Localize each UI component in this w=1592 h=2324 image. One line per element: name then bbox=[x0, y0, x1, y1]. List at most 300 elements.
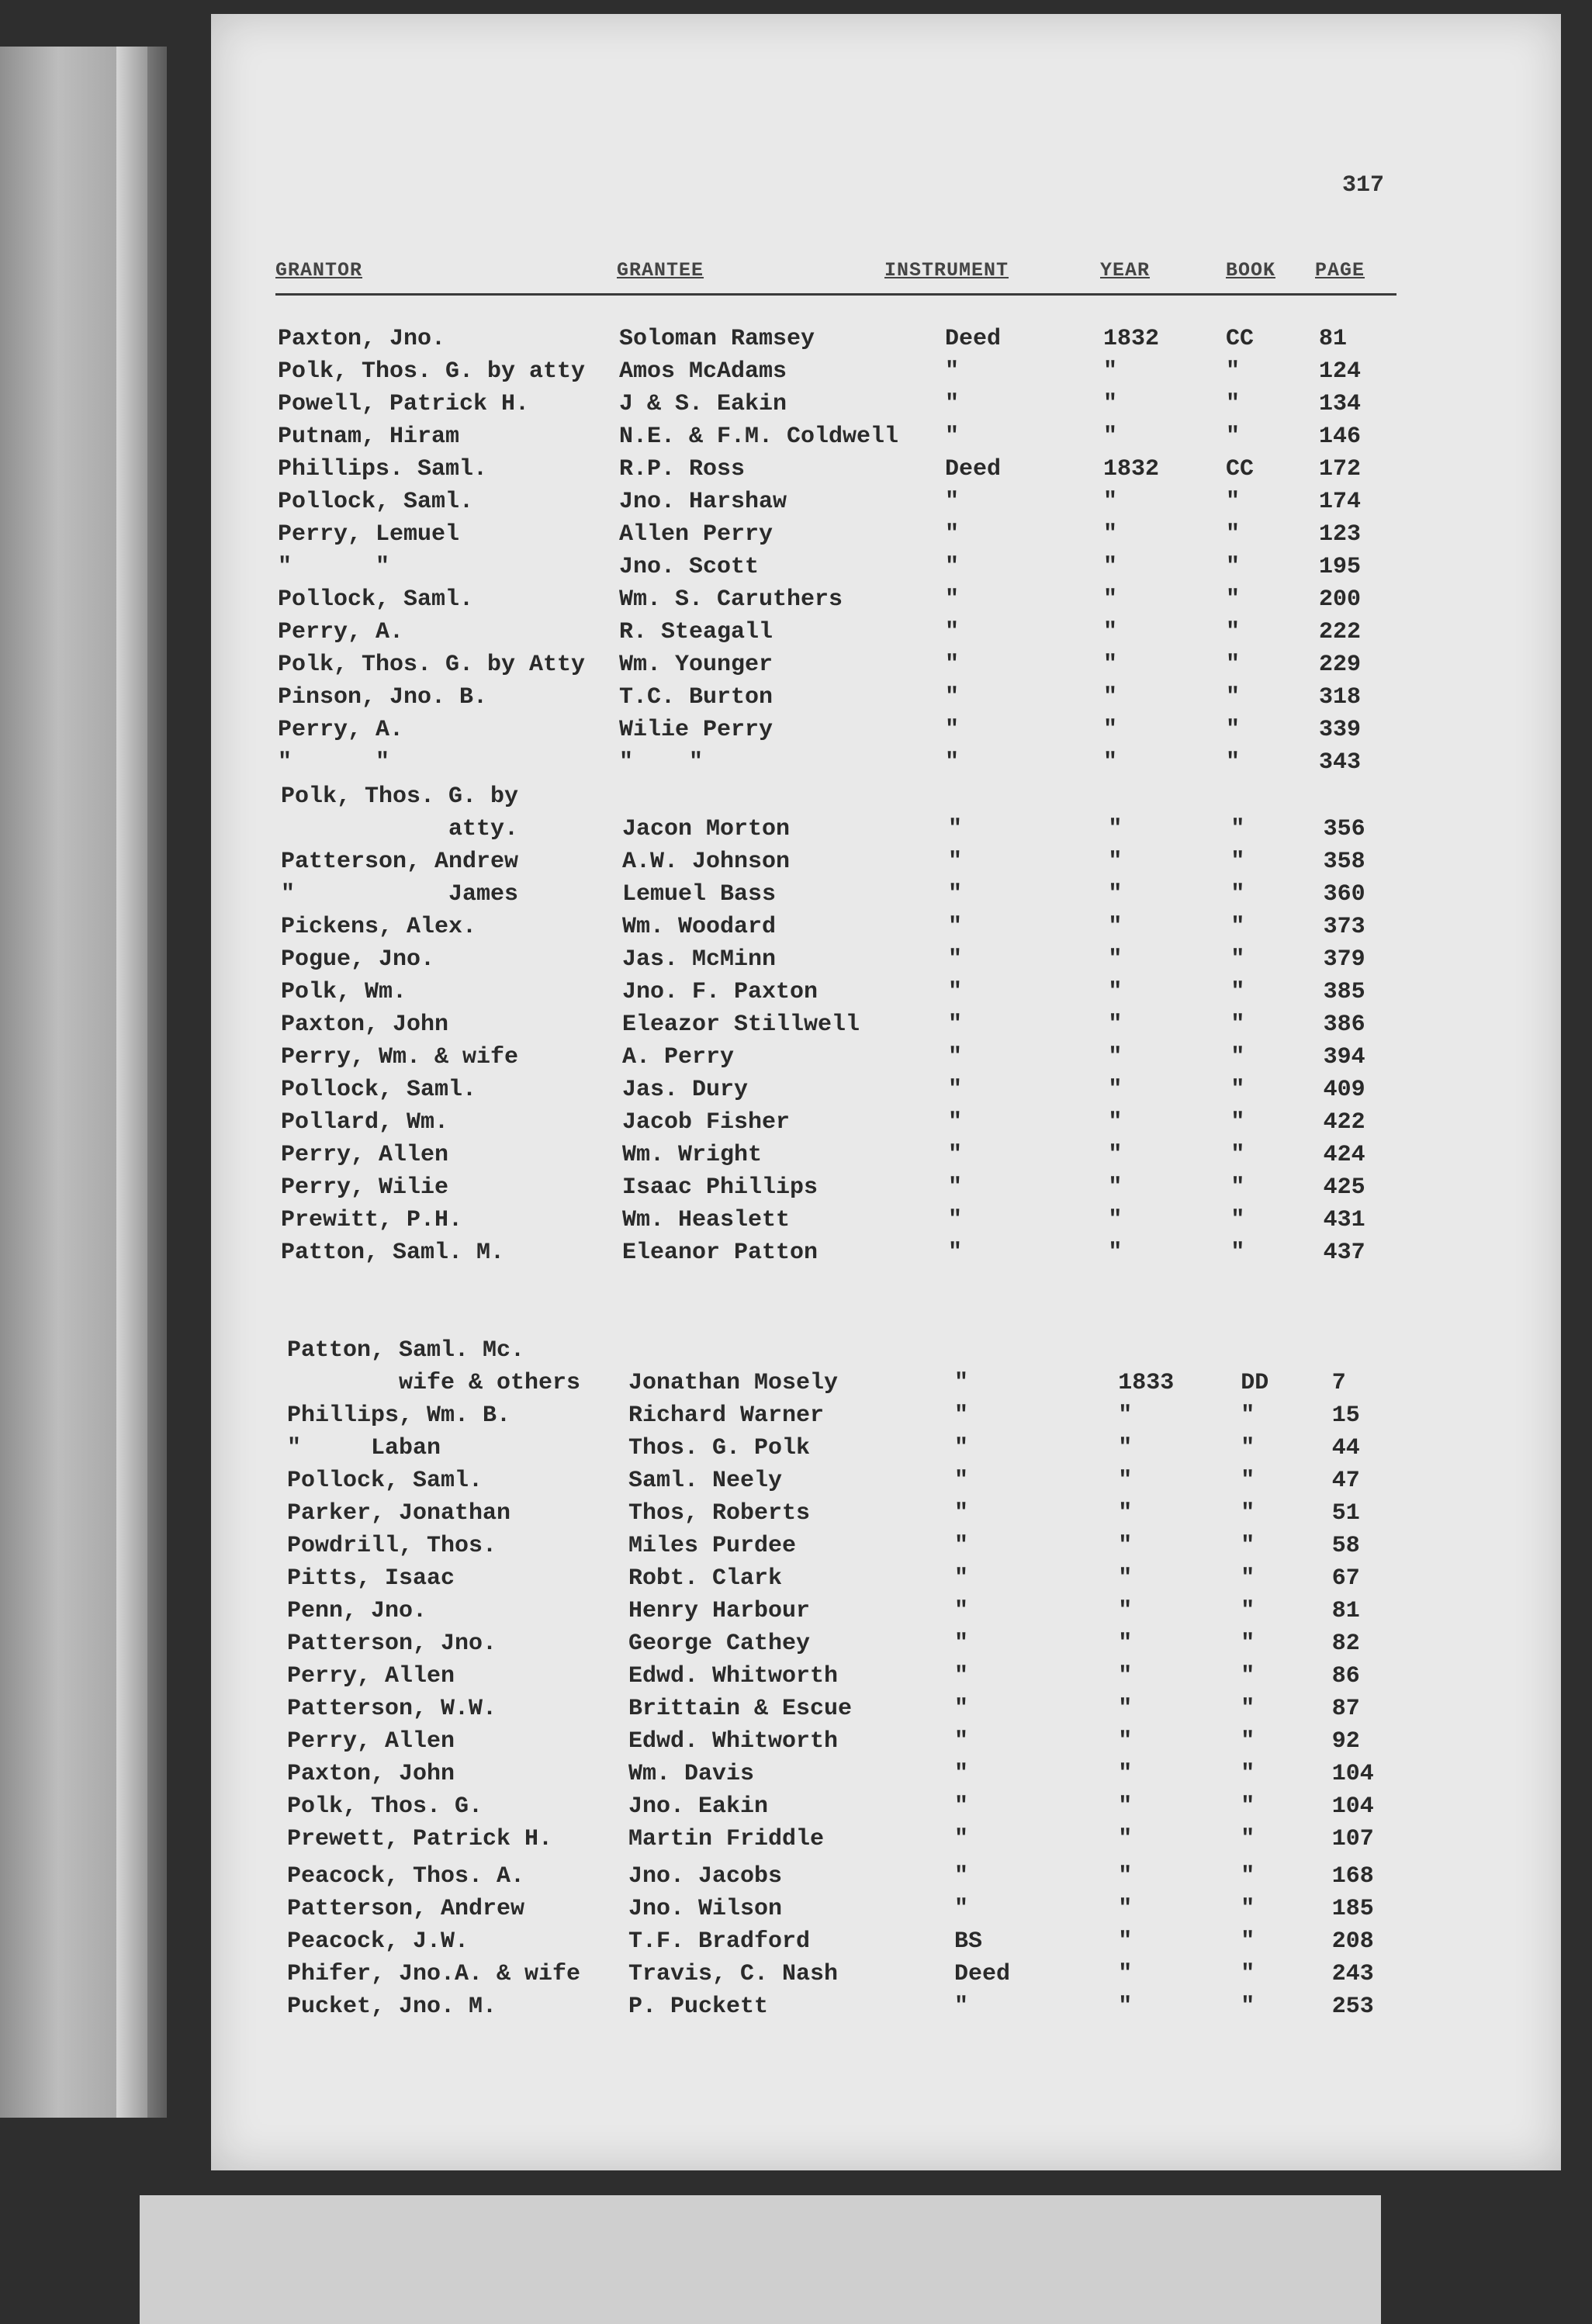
cell-grantor: " Laban bbox=[287, 1435, 441, 1461]
cell-grantor: Pollard, Wm. bbox=[281, 1109, 449, 1136]
table-row bbox=[0, 586, 1474, 619]
cell-page: 87 bbox=[1331, 1696, 1360, 1722]
cell-year: " bbox=[1103, 554, 1118, 580]
table-row bbox=[0, 1533, 1474, 1565]
cell-year: " bbox=[1118, 1402, 1133, 1429]
cell-page: 409 bbox=[1323, 1077, 1365, 1103]
cell-grantee: R.P. Ross bbox=[619, 456, 746, 482]
cell-instrument: " bbox=[954, 1370, 969, 1396]
cell-book: " bbox=[1230, 1174, 1245, 1201]
cell-book: " bbox=[1241, 1761, 1255, 1787]
cell-instrument: Deed bbox=[954, 1961, 1011, 1987]
cell-grantee: Jas. McMinn bbox=[622, 946, 777, 973]
cell-book: " bbox=[1230, 979, 1245, 1005]
cell-grantor: Patterson, Andrew bbox=[281, 849, 519, 875]
cell-grantee: J & S. Eakin bbox=[619, 391, 787, 417]
cell-year: " bbox=[1118, 1500, 1133, 1527]
cell-page: 208 bbox=[1331, 1928, 1374, 1955]
cell-instrument: " bbox=[945, 652, 960, 678]
cell-grantor: Pinson, Jno. B. bbox=[278, 684, 488, 711]
cell-grantee: R. Steagall bbox=[619, 619, 774, 645]
cell-instrument: " bbox=[948, 1109, 963, 1136]
cell-grantee: Robt. Clark bbox=[628, 1565, 783, 1592]
cell-page: 425 bbox=[1323, 1174, 1365, 1201]
cell-grantee: Jacon Morton bbox=[622, 816, 791, 842]
table-row bbox=[0, 1863, 1474, 1896]
cell-instrument: " bbox=[948, 1240, 963, 1266]
cell-grantee: A.W. Johnson bbox=[622, 849, 791, 875]
cell-grantor: Patterson, Jno. bbox=[287, 1631, 497, 1657]
cell-book: " bbox=[1241, 1793, 1255, 1820]
table-row bbox=[0, 1961, 1474, 1994]
cell-grantee: N.E. & F.M. Coldwell bbox=[619, 424, 899, 450]
cell-instrument: " bbox=[945, 619, 960, 645]
table-row bbox=[0, 1468, 1474, 1500]
cell-grantee: Wm. Heaslett bbox=[622, 1207, 791, 1233]
cell-year: " bbox=[1108, 946, 1123, 973]
cell-grantor: Perry, A. bbox=[278, 619, 404, 645]
cell-page: 92 bbox=[1331, 1728, 1360, 1755]
cell-book: " bbox=[1230, 1240, 1245, 1266]
cell-grantor: Pogue, Jno. bbox=[281, 946, 435, 973]
cell-year: " bbox=[1108, 1174, 1123, 1201]
cell-instrument: " bbox=[948, 914, 963, 940]
cell-page: 343 bbox=[1319, 749, 1362, 776]
table-row bbox=[0, 749, 1474, 782]
table-row bbox=[0, 849, 1474, 881]
cell-year: " bbox=[1108, 1012, 1123, 1038]
cell-instrument: " bbox=[954, 1896, 969, 1922]
cell-grantee: Edwd. Whitworth bbox=[628, 1728, 839, 1755]
cell-year: " bbox=[1118, 1631, 1133, 1657]
cell-grantee: Jno. Harshaw bbox=[619, 489, 787, 515]
table-row bbox=[0, 1174, 1474, 1207]
table-row bbox=[0, 1240, 1474, 1272]
cell-year: " bbox=[1118, 1961, 1133, 1987]
cell-grantee: Jno. Wilson bbox=[628, 1896, 783, 1922]
cell-grantee: Richard Warner bbox=[628, 1402, 825, 1429]
cell-grantor: " " bbox=[278, 554, 390, 580]
cell-grantor: wife & others bbox=[287, 1370, 581, 1396]
cell-year: " bbox=[1118, 1598, 1133, 1624]
cell-page: 124 bbox=[1319, 358, 1362, 385]
cell-page: 123 bbox=[1319, 521, 1362, 548]
cell-book: " bbox=[1241, 1896, 1255, 1922]
cell-page: 222 bbox=[1319, 619, 1362, 645]
table-row bbox=[0, 1077, 1474, 1109]
cell-book: " bbox=[1230, 1207, 1245, 1233]
cell-page: 318 bbox=[1319, 684, 1362, 711]
cell-page: 86 bbox=[1331, 1663, 1360, 1689]
cell-book: " bbox=[1226, 358, 1241, 385]
cell-grantor: Penn, Jno. bbox=[287, 1598, 427, 1624]
cell-grantor: Polk, Thos. G. by bbox=[281, 783, 519, 810]
cell-page: 174 bbox=[1319, 489, 1362, 515]
cell-year: " bbox=[1103, 652, 1118, 678]
cell-grantor: Pickens, Alex. bbox=[281, 914, 477, 940]
table-row bbox=[0, 1435, 1474, 1468]
cell-grantor: Putnam, Hiram bbox=[278, 424, 460, 450]
cell-year: " bbox=[1118, 1896, 1133, 1922]
cell-year: " bbox=[1108, 881, 1123, 908]
cell-year: " bbox=[1108, 1109, 1123, 1136]
cell-year: " bbox=[1118, 1696, 1133, 1722]
cell-grantee: Jno. Scott bbox=[619, 554, 760, 580]
cell-grantor: Perry, A. bbox=[278, 717, 404, 743]
cell-grantee: Thos. G. Polk bbox=[628, 1435, 811, 1461]
cell-page: 200 bbox=[1319, 586, 1362, 613]
table-row bbox=[0, 1728, 1474, 1761]
cell-grantee: Amos McAdams bbox=[619, 358, 787, 385]
cell-page: 386 bbox=[1323, 1012, 1365, 1038]
table-row bbox=[0, 1044, 1474, 1077]
cell-instrument: " bbox=[954, 1500, 969, 1527]
cell-year: " bbox=[1118, 1435, 1133, 1461]
table-row bbox=[0, 358, 1474, 391]
cell-grantor: Pollock, Saml. bbox=[278, 489, 474, 515]
table-row bbox=[0, 554, 1474, 586]
cell-instrument: " bbox=[945, 521, 960, 548]
cell-page: 356 bbox=[1323, 816, 1365, 842]
cell-grantee: Wilie Perry bbox=[619, 717, 774, 743]
cell-page: 172 bbox=[1319, 456, 1362, 482]
cell-instrument: " bbox=[954, 1863, 969, 1890]
cell-grantee: Saml. Neely bbox=[628, 1468, 783, 1494]
cell-book: " bbox=[1230, 881, 1245, 908]
cell-year: " bbox=[1103, 586, 1118, 613]
cell-grantor: Phillips. Saml. bbox=[278, 456, 488, 482]
cell-instrument: " bbox=[954, 1598, 969, 1624]
cell-grantee: A. Perry bbox=[622, 1044, 735, 1070]
cell-grantor: Pucket, Jno. M. bbox=[287, 1994, 497, 2020]
cell-instrument: " bbox=[954, 1761, 969, 1787]
cell-page: 58 bbox=[1331, 1533, 1360, 1559]
cell-grantee: Wm. S. Caruthers bbox=[619, 586, 843, 613]
cell-page: 107 bbox=[1331, 1826, 1374, 1852]
cell-instrument: " bbox=[948, 1207, 963, 1233]
cell-year: " bbox=[1118, 1728, 1133, 1755]
cell-book: " bbox=[1226, 586, 1241, 613]
cell-page: 168 bbox=[1331, 1863, 1374, 1890]
cell-page: 422 bbox=[1323, 1109, 1365, 1136]
table-row bbox=[0, 391, 1474, 424]
cell-page: 185 bbox=[1331, 1896, 1374, 1922]
cell-grantee: Jno. Eakin bbox=[628, 1793, 769, 1820]
cell-page: 47 bbox=[1331, 1468, 1360, 1494]
cell-instrument: " bbox=[954, 1631, 969, 1657]
cell-instrument: " bbox=[954, 1994, 969, 2020]
cell-grantee: Jno. F. Paxton bbox=[622, 979, 818, 1005]
cell-book: " bbox=[1230, 1142, 1245, 1168]
cell-book: " bbox=[1241, 1696, 1255, 1722]
cell-book: " bbox=[1241, 1728, 1255, 1755]
cell-year: " bbox=[1108, 849, 1123, 875]
cell-grantor: Powell, Patrick H. bbox=[278, 391, 530, 417]
cell-year: " bbox=[1103, 684, 1118, 711]
cell-book: " bbox=[1241, 1468, 1255, 1494]
cell-book: DD bbox=[1241, 1370, 1269, 1396]
cell-book: " bbox=[1241, 1500, 1255, 1527]
cell-book: " bbox=[1226, 489, 1241, 515]
cell-year: 1832 bbox=[1103, 326, 1160, 352]
cell-book: " bbox=[1230, 816, 1245, 842]
cell-book: " bbox=[1226, 391, 1241, 417]
cell-grantee: Wm. Wright bbox=[622, 1142, 763, 1168]
cell-grantor: Polk, Wm. bbox=[281, 979, 407, 1005]
cell-book: " bbox=[1241, 1402, 1255, 1429]
cell-year: " bbox=[1103, 749, 1118, 776]
cell-instrument: " bbox=[948, 1174, 963, 1201]
cell-year: " bbox=[1118, 1928, 1133, 1955]
table-row bbox=[0, 1826, 1474, 1859]
cell-instrument: " bbox=[954, 1533, 969, 1559]
cell-instrument: " bbox=[954, 1696, 969, 1722]
table-row bbox=[0, 946, 1474, 979]
cell-page: 67 bbox=[1331, 1565, 1360, 1592]
cell-book: " bbox=[1226, 749, 1241, 776]
cell-year: " bbox=[1103, 521, 1118, 548]
cell-year: " bbox=[1108, 816, 1123, 842]
cell-grantee: Lemuel Bass bbox=[622, 881, 777, 908]
cell-page: 379 bbox=[1323, 946, 1365, 973]
cell-grantee: Miles Purdee bbox=[628, 1533, 797, 1559]
cell-page: 51 bbox=[1331, 1500, 1360, 1527]
cell-grantor: " James bbox=[281, 881, 519, 908]
cell-year: " bbox=[1118, 1663, 1133, 1689]
cell-page: 104 bbox=[1331, 1793, 1374, 1820]
cell-grantor: Pollock, Saml. bbox=[278, 586, 474, 613]
table-row bbox=[0, 1370, 1474, 1402]
cell-grantor: " " bbox=[278, 749, 390, 776]
cell-instrument: Deed bbox=[945, 326, 1002, 352]
cell-year: " bbox=[1103, 489, 1118, 515]
cell-year: " bbox=[1118, 1826, 1133, 1852]
cell-grantor: Perry, Allen bbox=[287, 1663, 455, 1689]
cell-grantee: Thos, Roberts bbox=[628, 1500, 811, 1527]
cell-instrument: " bbox=[945, 358, 960, 385]
cell-book: " bbox=[1230, 946, 1245, 973]
cell-grantee: T.F. Bradford bbox=[628, 1928, 811, 1955]
cell-grantor: Perry, Wm. & wife bbox=[281, 1044, 519, 1070]
cell-book: " bbox=[1230, 849, 1245, 875]
cell-year: " bbox=[1108, 1240, 1123, 1266]
cell-grantor: Phillips, Wm. B. bbox=[287, 1402, 511, 1429]
cell-page: 229 bbox=[1319, 652, 1362, 678]
cell-instrument: " bbox=[954, 1402, 969, 1429]
cell-grantee: George Cathey bbox=[628, 1631, 811, 1657]
cell-year: " bbox=[1118, 1468, 1133, 1494]
cell-grantor: Patton, Saml. Mc. bbox=[287, 1337, 525, 1364]
cell-book: " bbox=[1241, 1598, 1255, 1624]
cell-book: " bbox=[1241, 1533, 1255, 1559]
cell-grantor: Phifer, Jno.A. & wife bbox=[287, 1961, 581, 1987]
cell-instrument: " bbox=[954, 1826, 969, 1852]
cell-year: " bbox=[1103, 717, 1118, 743]
cell-grantor: Paxton, John bbox=[281, 1012, 449, 1038]
table-row bbox=[0, 424, 1474, 456]
table-row bbox=[0, 521, 1474, 554]
table-row bbox=[0, 1402, 1474, 1435]
cell-page: 339 bbox=[1319, 717, 1362, 743]
cell-instrument: " bbox=[954, 1663, 969, 1689]
table-row bbox=[0, 489, 1474, 521]
table-row bbox=[0, 1928, 1474, 1961]
cell-year: " bbox=[1108, 1142, 1123, 1168]
cell-grantor: Peacock, J.W. bbox=[287, 1928, 469, 1955]
table-row bbox=[0, 1207, 1474, 1240]
cell-grantee: Jonathan Mosely bbox=[628, 1370, 839, 1396]
cell-grantor: Patton, Saml. M. bbox=[281, 1240, 505, 1266]
table-row bbox=[0, 1896, 1474, 1928]
cell-page: 373 bbox=[1323, 914, 1365, 940]
cell-year: " bbox=[1118, 1994, 1133, 2020]
cell-book: " bbox=[1226, 684, 1241, 711]
cell-instrument: " bbox=[945, 391, 960, 417]
table-row bbox=[0, 914, 1474, 946]
cell-book: " bbox=[1226, 424, 1241, 450]
cell-year: 1833 bbox=[1118, 1370, 1175, 1396]
cell-grantor: Pollock, Saml. bbox=[287, 1468, 483, 1494]
page-number: 317 bbox=[1342, 172, 1385, 199]
cell-page: 437 bbox=[1323, 1240, 1365, 1266]
cell-book: CC bbox=[1226, 326, 1255, 352]
cell-book: " bbox=[1226, 717, 1241, 743]
cell-book: " bbox=[1241, 1826, 1255, 1852]
cell-grantor: Polk, Thos. G. by atty bbox=[278, 358, 586, 385]
cell-grantor: Perry, Allen bbox=[281, 1142, 449, 1168]
cell-page: 243 bbox=[1331, 1961, 1374, 1987]
table-row bbox=[0, 1994, 1474, 2026]
cell-instrument: BS bbox=[954, 1928, 983, 1955]
cell-page: 82 bbox=[1331, 1631, 1360, 1657]
cell-page: 81 bbox=[1319, 326, 1348, 352]
table-row bbox=[0, 326, 1474, 358]
cell-book: " bbox=[1241, 1994, 1255, 2020]
cell-page: 385 bbox=[1323, 979, 1365, 1005]
cell-instrument: Deed bbox=[945, 456, 1002, 482]
cell-grantor: Patterson, W.W. bbox=[287, 1696, 497, 1722]
cell-book: " bbox=[1241, 1928, 1255, 1955]
cell-book: CC bbox=[1226, 456, 1255, 482]
cell-instrument: " bbox=[948, 881, 963, 908]
cell-page: 134 bbox=[1319, 391, 1362, 417]
cell-instrument: " bbox=[948, 1012, 963, 1038]
cell-grantee: Jno. Jacobs bbox=[628, 1863, 783, 1890]
cell-year: " bbox=[1108, 979, 1123, 1005]
table-row bbox=[0, 1337, 1474, 1370]
cell-instrument: " bbox=[954, 1468, 969, 1494]
cell-grantee: Eleanor Patton bbox=[622, 1240, 818, 1266]
cell-grantor: Peacock, Thos. A. bbox=[287, 1863, 525, 1890]
table-row bbox=[0, 1500, 1474, 1533]
cell-book: " bbox=[1241, 1663, 1255, 1689]
cell-instrument: " bbox=[945, 489, 960, 515]
header-year: YEAR bbox=[1100, 259, 1151, 282]
cell-year: " bbox=[1103, 619, 1118, 645]
cell-grantor: Polk, Thos. G. by Atty bbox=[278, 652, 586, 678]
cell-year: " bbox=[1118, 1863, 1133, 1890]
cell-page: 431 bbox=[1323, 1207, 1365, 1233]
cell-page: 424 bbox=[1323, 1142, 1365, 1168]
cell-year: " bbox=[1108, 1077, 1123, 1103]
cell-grantor: Patterson, Andrew bbox=[287, 1896, 525, 1922]
cell-instrument: " bbox=[945, 749, 960, 776]
cell-page: 195 bbox=[1319, 554, 1362, 580]
cell-book: " bbox=[1230, 1109, 1245, 1136]
cell-year: " bbox=[1108, 1207, 1123, 1233]
table-row bbox=[0, 1142, 1474, 1174]
cell-grantee: " " bbox=[619, 749, 704, 776]
table-row bbox=[0, 619, 1474, 652]
cell-instrument: " bbox=[954, 1728, 969, 1755]
cell-page: 104 bbox=[1331, 1761, 1374, 1787]
cell-year: " bbox=[1108, 1044, 1123, 1070]
table-row bbox=[0, 1631, 1474, 1663]
cell-instrument: " bbox=[948, 946, 963, 973]
cell-instrument: " bbox=[948, 816, 963, 842]
cell-instrument: " bbox=[948, 849, 963, 875]
table-row bbox=[0, 1793, 1474, 1826]
cell-grantor: Prewitt, P.H. bbox=[281, 1207, 463, 1233]
table-row bbox=[0, 1109, 1474, 1142]
cell-grantor: Parker, Jonathan bbox=[287, 1500, 511, 1527]
cell-grantor: Perry, Lemuel bbox=[278, 521, 460, 548]
cell-grantee: Wm. Younger bbox=[619, 652, 774, 678]
cell-book: " bbox=[1226, 619, 1241, 645]
cell-book: " bbox=[1230, 914, 1245, 940]
cell-grantor: Prewett, Patrick H. bbox=[287, 1826, 553, 1852]
cell-instrument: " bbox=[954, 1435, 969, 1461]
cell-grantee: Brittain & Escue bbox=[628, 1696, 853, 1722]
cell-grantee: Eleazor Stillwell bbox=[622, 1012, 860, 1038]
cell-instrument: " bbox=[945, 554, 960, 580]
table-row bbox=[0, 1012, 1474, 1044]
cell-grantee: Allen Perry bbox=[619, 521, 774, 548]
cell-page: 44 bbox=[1331, 1435, 1360, 1461]
cell-page: 360 bbox=[1323, 881, 1365, 908]
cell-instrument: " bbox=[945, 684, 960, 711]
header-instrument: INSTRUMENT bbox=[884, 259, 1009, 282]
cell-grantee: Jacob Fisher bbox=[622, 1109, 791, 1136]
cell-book: " bbox=[1241, 1435, 1255, 1461]
cell-page: 253 bbox=[1331, 1994, 1374, 2020]
cell-page: 394 bbox=[1323, 1044, 1365, 1070]
cell-grantor: Pitts, Isaac bbox=[287, 1565, 455, 1592]
table-row bbox=[0, 1663, 1474, 1696]
cell-grantee: Martin Friddle bbox=[628, 1826, 825, 1852]
cell-grantor: Powdrill, Thos. bbox=[287, 1533, 497, 1559]
table-row bbox=[0, 979, 1474, 1012]
table-row bbox=[0, 1598, 1474, 1631]
cell-grantee: Edwd. Whitworth bbox=[628, 1663, 839, 1689]
table-row bbox=[0, 1696, 1474, 1728]
cell-year: " bbox=[1118, 1533, 1133, 1559]
cell-book: " bbox=[1226, 554, 1241, 580]
cell-grantee: Travis, C. Nash bbox=[628, 1961, 839, 1987]
cell-book: " bbox=[1230, 1077, 1245, 1103]
cell-grantee: P. Puckett bbox=[628, 1994, 769, 2020]
cell-grantor: Paxton, John bbox=[287, 1761, 455, 1787]
table-row bbox=[0, 456, 1474, 489]
cell-grantor: Perry, Wilie bbox=[281, 1174, 449, 1201]
cell-instrument: " bbox=[954, 1793, 969, 1820]
cell-instrument: " bbox=[948, 1142, 963, 1168]
cell-year: " bbox=[1103, 391, 1118, 417]
cell-instrument: " bbox=[948, 979, 963, 1005]
table-row bbox=[0, 1761, 1474, 1793]
cell-grantee: Wm. Woodard bbox=[622, 914, 777, 940]
cell-grantee: T.C. Burton bbox=[619, 684, 774, 711]
